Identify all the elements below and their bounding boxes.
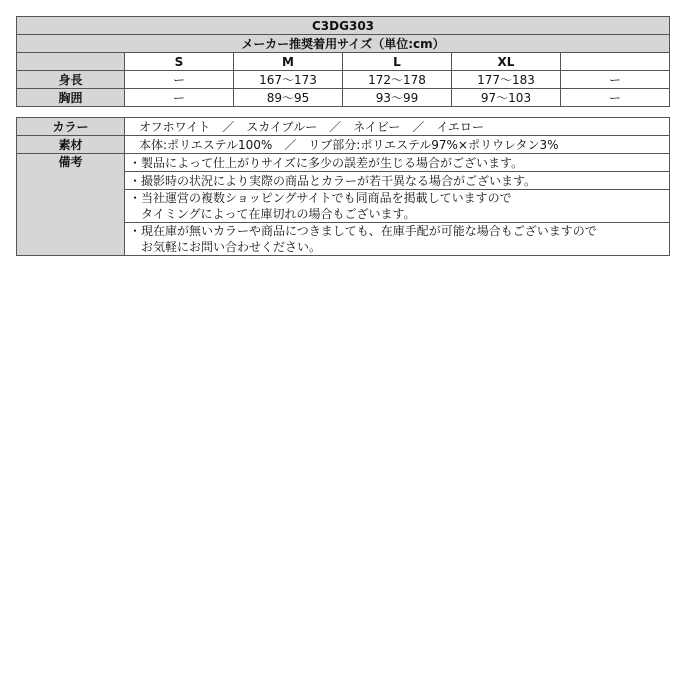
note-item xyxy=(125,190,670,223)
height-xl: 177～183 xyxy=(452,71,561,89)
size-table xyxy=(16,16,670,107)
size-header-blank xyxy=(17,53,125,71)
height-m: 167～173 xyxy=(234,71,343,89)
material-value: 本体:ポリエステル100% ／ リブ部分:ポリエステル97%×ポリウレタン3% xyxy=(125,136,670,154)
chest-xl: 97～103 xyxy=(452,89,561,107)
note-row xyxy=(17,154,670,172)
material-label: 素材 xyxy=(17,136,125,154)
note-text: ・当社運営の複数ショッピングサイトでも同商品を掲載していますので xyxy=(129,191,512,205)
note-text: ・現在庫が無いカラーや商品につきましても、在庫手配が可能な場合もございますので xyxy=(129,224,597,238)
chest-label: 胸囲 xyxy=(17,89,125,107)
note-item xyxy=(125,172,670,190)
color-label: カラー xyxy=(17,118,125,136)
size-table-title: メーカー推奨着用サイズ（単位:cm） xyxy=(17,35,670,53)
color-value: オフホワイト ／ スカイブルー ／ ネイビー ／ イエロー xyxy=(125,118,670,136)
height-row xyxy=(17,71,670,89)
height-extra: ー xyxy=(561,71,670,89)
size-header-s: S xyxy=(125,53,234,71)
note-item xyxy=(125,154,670,172)
note-text: ・製品によって仕上がりサイズに多少の誤差が生じる場合がございます。 xyxy=(129,155,524,170)
size-header-l: L xyxy=(343,53,452,71)
chest-l: 93～99 xyxy=(343,89,452,107)
height-label: 身長 xyxy=(17,71,125,89)
chest-m: 89～95 xyxy=(234,89,343,107)
note-item xyxy=(125,223,670,256)
info-table xyxy=(16,117,670,256)
size-header-xl: XL xyxy=(452,53,561,71)
note-text-continued: タイミングによって在庫切れの場合もございます。 xyxy=(129,207,416,221)
size-header-row xyxy=(17,53,670,71)
note-text: ・撮影時の状況により実際の商品とカラーが若干異なる場合がございます。 xyxy=(129,173,537,188)
product-code: C3DG303 xyxy=(17,17,670,35)
color-row xyxy=(17,118,670,136)
material-row xyxy=(17,136,670,154)
height-s: ー xyxy=(125,71,234,89)
size-header-extra xyxy=(561,53,670,71)
note-text-continued: お気軽にお問い合わせください。 xyxy=(129,240,322,254)
notes-label: 備考 xyxy=(17,154,125,256)
chest-extra: ー xyxy=(561,89,670,107)
height-l: 172～178 xyxy=(343,71,452,89)
chest-row xyxy=(17,89,670,107)
chest-s: ー xyxy=(125,89,234,107)
size-header-m: M xyxy=(234,53,343,71)
